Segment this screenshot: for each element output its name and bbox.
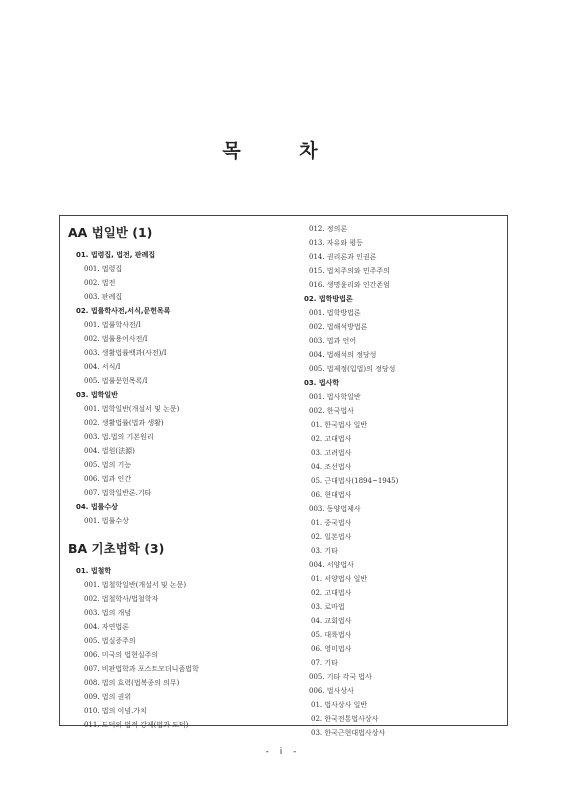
toc-entry: 001. 법학방법론 — [309, 309, 361, 317]
toc-entry: 005. 법실증주의 — [84, 637, 136, 645]
toc-entry: 04. 교회법사 — [311, 617, 352, 625]
subsection-heading: 01. 법령집, 법전, 판례집 — [76, 251, 156, 259]
toc-entry: 004. 자연법론 — [84, 623, 129, 631]
toc-entry: 002. 생활법률(법과 생활) — [84, 419, 164, 427]
toc-entry: 008. 법의 효력(법복종의 의무) — [84, 679, 180, 687]
spacer — [68, 528, 290, 538]
toc-entry: 003. 동양법제사 — [309, 505, 361, 513]
toc-entry: 003. 법.법의 기본원리 — [84, 433, 154, 441]
toc-entry: 016. 생명윤리와 인간존엄 — [309, 281, 390, 289]
toc-entry: 002. 한국법사 — [309, 407, 354, 415]
toc-entry: 002. 법해석방법론 — [309, 323, 368, 331]
toc-entry: 012. 정의론 — [309, 225, 348, 233]
toc-entry: 005. 법의 기능 — [84, 461, 132, 469]
toc-column-left — [68, 216, 290, 732]
toc-entry: 03. 고려법사 — [311, 449, 352, 457]
toc-entry: 001. 법학일반(개설서 및 논문) — [84, 405, 180, 413]
toc-entry: 006. 법과 인간 — [84, 475, 132, 483]
toc-entry: 013. 자유와 평등 — [309, 239, 363, 247]
toc-entry: 01. 서양법사 일반 — [311, 575, 368, 583]
toc-entry: 03. 기타 — [311, 547, 338, 555]
toc-entry: 02. 한국전통법사상사 — [311, 715, 379, 723]
toc-entry: 002. 법률용어사전/I — [84, 335, 148, 343]
toc-entry: 014. 권리론과 인권론 — [309, 253, 377, 261]
toc-entry: 004. 서식/I — [84, 363, 121, 371]
toc-entry: 001. 법률수상 — [84, 517, 129, 525]
toc-entry: 02. 고대법사 — [311, 589, 352, 597]
toc-entry: 009. 법의 권위 — [84, 693, 132, 701]
toc-entry: 010. 법의 이념.가치 — [84, 707, 147, 715]
toc-entry: 011. 도덕의 법적 강제(법과 도덕) — [84, 721, 189, 729]
toc-entry: 002. 법철학사/법철학자 — [84, 595, 159, 603]
section-heading: AA 법일반 (1) — [68, 225, 153, 240]
subsection-heading: 02. 법학방법론 — [304, 295, 353, 303]
toc-entry: 002. 법전 — [84, 279, 116, 287]
toc-column-right — [304, 216, 504, 740]
toc-entry: 005. 기타 각국 법사 — [309, 673, 372, 681]
toc-entry: 005. 법제정(입법)의 정당성 — [309, 365, 396, 373]
toc-entry: 07. 기타 — [311, 659, 338, 667]
toc-entry: 03. 로마법 — [311, 603, 345, 611]
subsection-heading: 03. 법학일반 — [76, 391, 118, 399]
page-title: 목 차 — [222, 140, 344, 162]
toc-entry: 003. 생활법률백과(사전)/I — [84, 349, 167, 357]
toc-entry: 004. 법원(法源) — [84, 447, 135, 455]
subsection-heading: 01. 법철학 — [76, 567, 112, 575]
toc-entry: 003. 법의 개념 — [84, 609, 132, 617]
section-heading: BA 기초법학 (3) — [68, 541, 165, 556]
toc-entry: 05. 근대법사(1894~1945) — [311, 477, 399, 485]
toc-entry: 01. 법사상사 일반 — [311, 701, 368, 709]
toc-entry: 015. 법치주의와 민주주의 — [309, 267, 390, 275]
toc-entry: 006. 미국의 법현실주의 — [84, 651, 159, 659]
toc-entry: 03. 한국근현대법사상사 — [311, 729, 386, 737]
toc-entry: 01. 한국법사 일반 — [311, 421, 368, 429]
toc-entry: 001. 법률학사전/I — [84, 321, 141, 329]
toc-entry: 001. 법사학일반 — [309, 393, 361, 401]
toc-entry: 003. 판례집 — [84, 293, 123, 301]
page-number: - i - — [265, 747, 301, 757]
toc-entry: 007. 비판법학과 포스트모더니즘법학 — [84, 665, 199, 673]
subsection-heading: 02. 법률학사전,서식,문헌목록 — [76, 307, 171, 315]
toc-entry: 004. 서양법사 — [309, 561, 354, 569]
toc-entry: 06. 현대법사 — [311, 491, 352, 499]
toc-entry: 005. 법률문헌목록/I — [84, 377, 148, 385]
toc-entry: 05. 대륙법사 — [311, 631, 352, 639]
toc-entry: 04. 조선법사 — [311, 463, 352, 471]
toc-entry: 001. 법령집 — [84, 265, 123, 273]
toc-entry: 004. 법해석의 정당성 — [309, 351, 377, 359]
toc-entry: 001. 법철학일반(개설서 및 논문) — [84, 581, 187, 589]
toc-box — [59, 215, 508, 737]
toc-entry: 006. 법사상사 — [309, 687, 354, 695]
toc-entry: 02. 고대법사 — [311, 435, 352, 443]
toc-entry: 003. 법과 언어 — [309, 337, 357, 345]
subsection-heading: 04. 법률수상 — [76, 503, 118, 511]
toc-entry: 01. 중국법사 — [311, 519, 352, 527]
subsection-heading: 03. 법사학 — [304, 379, 340, 387]
toc-entry: 06. 영미법사 — [311, 645, 352, 653]
toc-entry: 007. 법학일반론.기타 — [84, 489, 152, 497]
toc-entry: 02. 일본법사 — [311, 533, 352, 541]
